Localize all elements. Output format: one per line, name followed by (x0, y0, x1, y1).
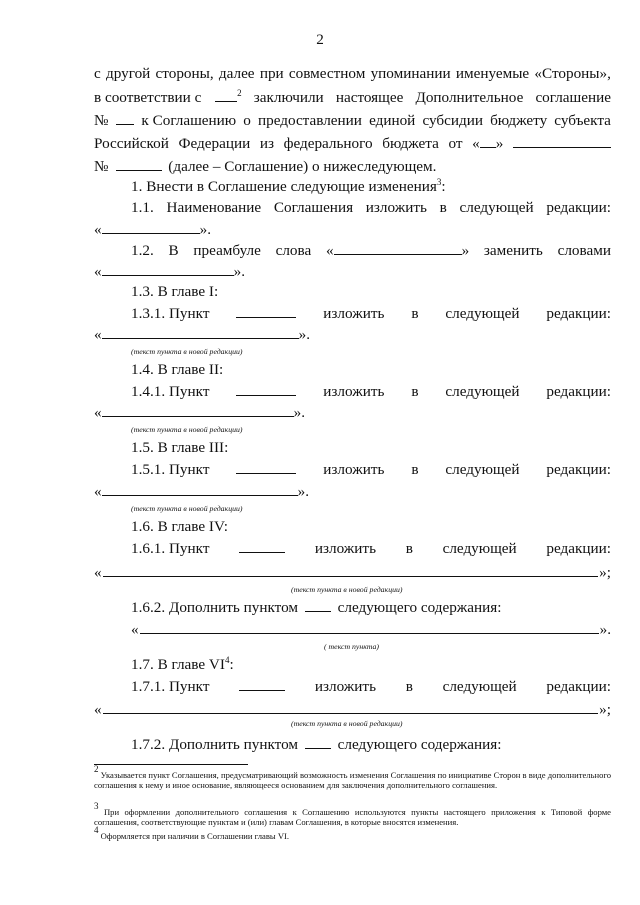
word: следующей (442, 678, 517, 695)
word: Дополнительное (415, 89, 524, 106)
word: в (411, 305, 419, 322)
blank-line (236, 382, 296, 396)
word: о (243, 112, 251, 129)
word: единой (369, 112, 416, 129)
item-number: 1.2. (131, 242, 154, 259)
quote-open: « (94, 701, 102, 718)
footnote-text: При оформлении дополнительного соглашения к Соглашению используются пункты настоящего приложения к Типовой форме соглашения, соответствующие пунктам и (или) главам Соглашения, в которые вносятся изменения. (94, 807, 611, 828)
item-1-3-1 (131, 304, 611, 323)
item-1-1 (131, 199, 611, 217)
quote-open: « (94, 404, 102, 421)
item-1 (131, 178, 446, 196)
word: при (259, 65, 284, 82)
phrase: 1.7.2. Дополнить пунктом (131, 736, 299, 753)
footnote-text: Указывается пункт Соглашения, предусматривающий возможность изменения Соглашения по инициативе Сторон в виде дополнительного соглашения к нему и иное основание, являющееся основанием для заключения дополнительного соглашения. (94, 770, 611, 791)
word: редакции: (546, 383, 611, 400)
word: субсидии (422, 112, 483, 129)
footnote (94, 764, 611, 791)
phrase: в соответствии с (94, 89, 202, 106)
word: с (94, 65, 101, 82)
word: Пункт (168, 678, 210, 695)
word: изложить (365, 199, 427, 216)
footnote-text: Оформляется при наличии в Соглашении главы VI. (98, 831, 290, 841)
quote-open: « (131, 621, 139, 638)
quote-open: « (94, 326, 102, 343)
item-1-7-1 (131, 677, 611, 696)
word: изложить (314, 678, 376, 695)
word: другой (106, 65, 151, 82)
word: бюджету (490, 112, 548, 129)
field-hint: (текст пункта в новой редакции) (291, 585, 403, 594)
word: Федерации (178, 135, 251, 152)
word: предоставлении (257, 112, 362, 129)
field-hint: (текст пункта в новой редакции) (131, 347, 243, 356)
item-1-5-heading: 1.5. В главе III: (131, 439, 229, 456)
quote-open: « (94, 483, 102, 500)
quote-open: « (472, 135, 480, 152)
intro-line-4 (94, 134, 611, 153)
item-1-1-fill (94, 220, 211, 239)
blank-line (102, 220, 200, 234)
item-number: 1.1. (131, 199, 154, 216)
number-sign: № (94, 112, 109, 129)
word: Пункт (168, 383, 210, 400)
item-1-3-fill (94, 325, 310, 344)
blank-line (102, 325, 299, 339)
item-1-6-heading: 1.6. В главе IV: (131, 518, 229, 535)
word: следующей (442, 540, 517, 557)
word: упоминании (370, 65, 451, 82)
blank-line (239, 539, 285, 553)
blank-line (480, 134, 496, 148)
word: федерального (283, 135, 373, 152)
word: следующей (445, 305, 520, 322)
footnote-number: 4 (94, 825, 99, 835)
blank-line (513, 134, 611, 148)
word: заключили (253, 89, 324, 106)
intro-line-1 (94, 65, 611, 83)
item-1-3-heading: 1.3. В главе I: (131, 283, 219, 300)
word: совместном (288, 65, 366, 82)
word: изложить (323, 461, 385, 478)
item-1-5-fill (94, 482, 309, 501)
blank-line (239, 677, 285, 691)
quote-open: « (94, 564, 102, 581)
word: настоящее (335, 89, 404, 106)
word: в (411, 461, 419, 478)
quote-close: ». (293, 404, 305, 421)
word: следующей (445, 383, 520, 400)
item-1-6-1 (131, 539, 611, 558)
blank-line (215, 88, 237, 102)
quote-close: »; (599, 564, 611, 581)
word: далее (218, 65, 255, 82)
blank-line (103, 700, 599, 714)
colon: : (229, 656, 234, 673)
number-sign: № (94, 158, 109, 175)
word: Пункт (168, 540, 210, 557)
footnote (94, 825, 611, 841)
word: субъекта (554, 112, 611, 129)
word: в (411, 383, 419, 400)
word: именуемые (455, 65, 530, 82)
page-number: 2 (316, 31, 324, 48)
word: бюджета (382, 135, 439, 152)
item-number: 1.5.1. (131, 461, 166, 478)
word: изложить (314, 540, 376, 557)
item-1-2-fill (94, 262, 245, 281)
field-hint: (текст пункта в новой редакции) (291, 719, 403, 728)
intro-line-2 (94, 88, 611, 107)
footnote-number: 3 (94, 801, 99, 811)
word: Пункт (168, 461, 210, 478)
item-1-7-heading (131, 656, 234, 674)
item-number: 1.4.1. (131, 383, 166, 400)
item-1-2 (131, 241, 611, 260)
word: из (259, 135, 274, 152)
word: слова (275, 242, 312, 259)
blank-line (305, 735, 331, 749)
blank-line (103, 563, 599, 577)
word: следующей (459, 199, 534, 216)
word: Российской (94, 135, 169, 152)
footnote-number: 2 (94, 764, 99, 774)
footnote-ref: 2 (237, 88, 242, 98)
blank-line (102, 403, 294, 417)
item-text: 1. Внести в Соглашение следующие изменения (131, 178, 437, 195)
item-1-6-2 (131, 598, 501, 617)
quote-close: ». (297, 483, 309, 500)
word: следующей (445, 461, 520, 478)
word: изложить (323, 305, 385, 322)
quote-open: « (94, 221, 102, 238)
word: в (439, 199, 447, 216)
word: «Стороны», (534, 65, 611, 82)
blank-line (116, 111, 134, 125)
word: от (448, 135, 463, 152)
word: изложить (323, 383, 385, 400)
word: редакции: (546, 540, 611, 557)
quote-close: ». (599, 621, 611, 638)
item-1-4-heading: 1.4. В главе II: (131, 361, 224, 378)
phrase: следующего содержания: (337, 599, 502, 616)
word: Наименование (166, 199, 262, 216)
word: преамбуле (193, 242, 261, 259)
word: Соглашения (273, 199, 354, 216)
word: редакции: (546, 305, 611, 322)
footnote (94, 801, 611, 828)
quote-close: ». (298, 326, 310, 343)
phrase: (далее – Соглашение) о нижеследующем. (168, 158, 437, 175)
word: соглашение (535, 89, 611, 106)
quote-open: « (325, 242, 334, 259)
quote-open: « (94, 263, 102, 280)
footnote-ref: 4 (224, 655, 230, 665)
field-hint: ( текст пункта) (324, 642, 380, 651)
quote-close: » (461, 242, 470, 259)
intro-line-3 (94, 111, 611, 130)
item-1-4-fill (94, 403, 305, 422)
item-1-4-1 (131, 382, 611, 401)
quote-close: »; (599, 701, 611, 718)
quote-close: ». (233, 263, 245, 280)
item-number: 1.3.1. (131, 305, 166, 322)
blank-line (102, 482, 298, 496)
word: словами (557, 242, 611, 259)
intro-line-5 (94, 157, 436, 176)
footnote-separator (94, 764, 248, 765)
quote-close: » (495, 135, 504, 152)
word: заменить (483, 242, 543, 259)
blank-line (102, 262, 234, 276)
word: в (405, 678, 413, 695)
blank-line (305, 598, 331, 612)
field-hint: (текст пункта в новой редакции) (131, 504, 243, 513)
item-1-6-2-fill (131, 620, 611, 639)
blank-line (140, 620, 599, 634)
word: Пункт (168, 305, 210, 322)
field-hint: (текст пункта в новой редакции) (131, 425, 243, 434)
word: редакции: (546, 199, 611, 216)
word: редакции: (546, 678, 611, 695)
item-number: 1.7.1. (131, 678, 166, 695)
blank-line (236, 304, 296, 318)
word: редакции: (546, 461, 611, 478)
colon: : (441, 178, 446, 195)
word: стороны, (155, 65, 214, 82)
blank-line (116, 157, 162, 171)
blank-line (334, 241, 462, 255)
footnote-ref: 3 (436, 177, 442, 187)
item-1-6-fill (94, 563, 611, 582)
item-1-7-2 (131, 735, 501, 754)
item-1-5-1 (131, 460, 611, 479)
item-number: 1.6.1. (131, 540, 166, 557)
blank-line (236, 460, 296, 474)
phrase: 1.6.2. Дополнить пунктом (131, 599, 299, 616)
phrase: следующего содержания: (337, 736, 502, 753)
phrase: к Соглашению (141, 112, 237, 129)
quote-close: ». (199, 221, 211, 238)
word: в (405, 540, 413, 557)
heading-text: 1.7. В главе VI (131, 656, 225, 673)
word: В (168, 242, 179, 259)
item-1-7-fill (94, 700, 611, 719)
